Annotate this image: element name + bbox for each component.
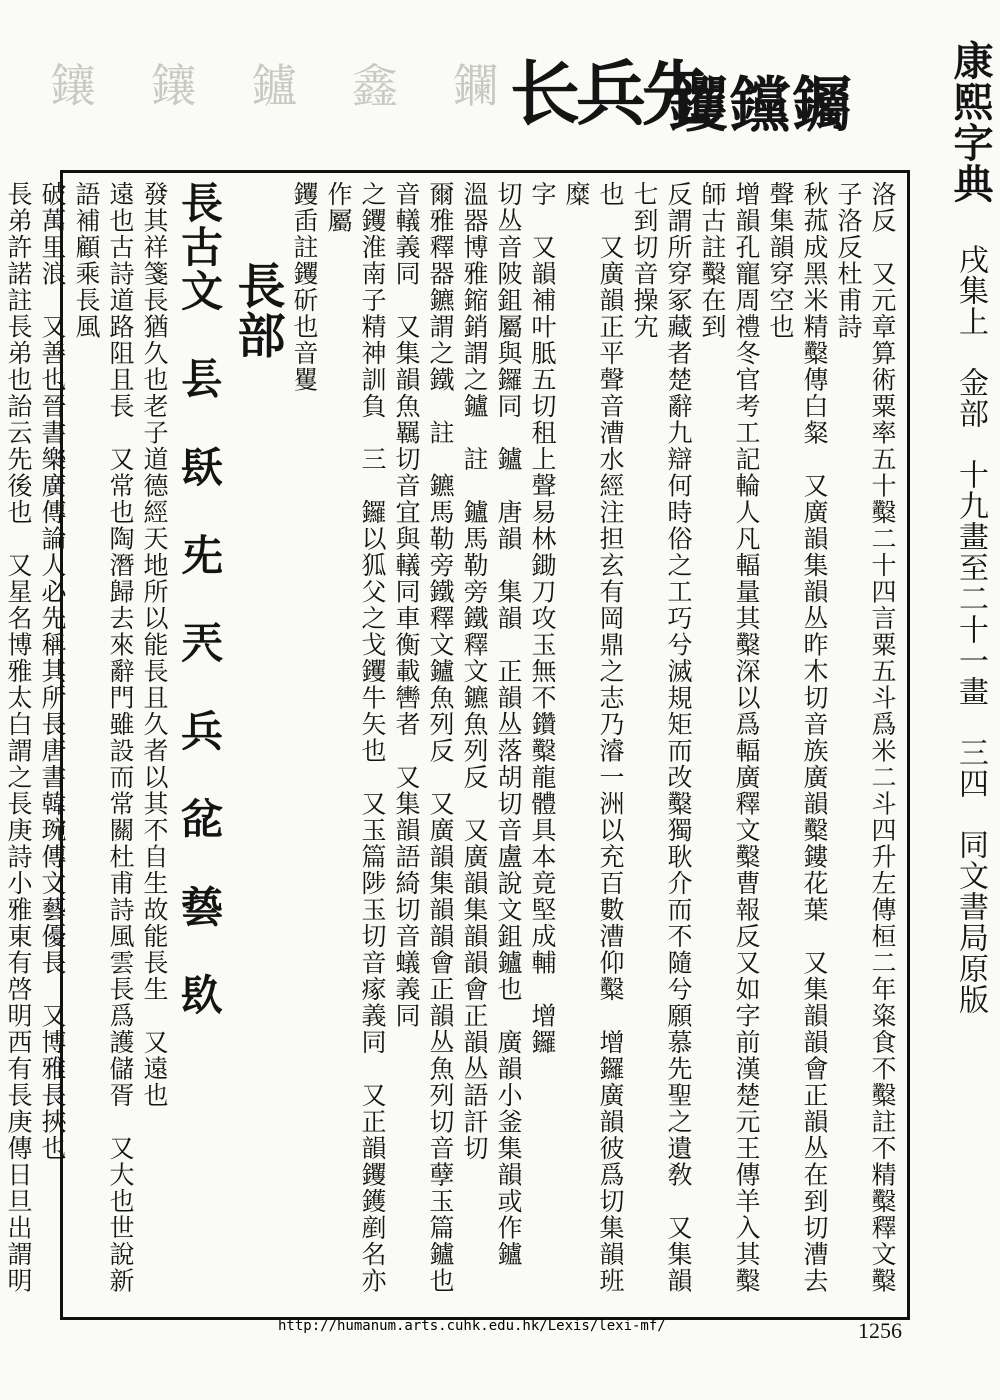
text-column: 爾雅釋器鑣謂之鐵 註 鑣馬勒旁鐵釋文鑪魚列反 又廣韻集韻韻會正韻丛魚列切音孽玉篇鑪也: [426, 181, 455, 1294]
text-column: 洛反 又元章算術粟率五十糳二十四言粟五斗爲米二斗四升左傳桓二年粢食不糳註不精糳釋文糳子洛反杜甫詩: [834, 181, 897, 1294]
text-column: 增韻孔寵周禮冬官考工記輪人凡輻量其糳深以爲輻廣釋文糳曹報反又如字前漢楚元王傳羊入其糳師古註糳在到: [698, 181, 761, 1294]
publisher: 同文書局原版: [953, 829, 988, 1015]
text-column: 切丛音陂鉏屬與鑼同 鑪 唐韻 集韻 正韻丛落胡切音盧說文鉏鑪也 廣韻小釜集韻或作鑪: [494, 181, 523, 1268]
seal-script-banner: [40, 10, 980, 170]
collection: 戌集上: [953, 244, 988, 337]
source-url-link[interactable]: http://humanum.arts.cuhk.edu.hk/Lexis/lexi-mf/: [278, 1318, 666, 1334]
text-column: 秋菰成黑米精糳傳白粲 又廣韻集韻丛昨木切音族廣韻糳鏤花葉 又集韻韻會正韻丛在到切漕去聲集韻穿空也: [766, 181, 829, 1294]
text-column: 也 又廣韻正平聲音漕水經注担玄有岡鼎之志乃濬一洲以充百數漕仰糳 增鑼廣韻彼爲切集韻班糜: [562, 181, 625, 1294]
text-column: 钁臿註钁斫也音矍: [290, 181, 319, 473]
vertical-text-columns: [4, 181, 899, 1309]
dictionary-body: [4, 170, 910, 1320]
text-column: 溫器博雅鏥銷謂之鑪 註 鑪馬勒旁鐵釋文鑣魚列反 又廣韻集韻韻會正韻丛語訐切: [460, 181, 489, 1162]
text-column: 字 又韻補叶胝五切租上聲易林鋤刀攻玉無不鑽糳龍體具本竟堅成輔 增鑼: [528, 181, 557, 1056]
book-title: 康熙字典: [947, 40, 994, 204]
text-column: 破萬里浪 又善也晉書樂廣傳論人必先稱其所長唐書韓琬傳文藝優長 又博雅長挾也: [38, 181, 67, 1162]
radical-section-heading: 長部: [229, 261, 285, 360]
radical-section: 金部: [953, 367, 988, 429]
text-column: 音轙義同 又集韻魚羈切音宜與轙同車衡載轡者 又集韻語綺切音蟻義同: [392, 181, 421, 1029]
text-column: 之钁淮南子精神訓負 三 鑼以狐父之戈钁牛矢也 又玉篇陟玉切音瘃義同 又正韻钁鑊剷名亦作屬: [324, 181, 387, 1294]
seal-characters-left: 长兵先: [510, 52, 708, 135]
seal-ghost-row: 鑲 鑲 鑪 鑫 鑭: [50, 59, 519, 113]
side-header: [918, 40, 994, 1140]
text-column: 發其祥箋長猶久也老子道德經天地所以能長且久者以其不自生故能長生 又遠也: [140, 181, 169, 1109]
text-column: 反謂所穿冢藏者楚辭九辯何時俗之工巧兮滅規矩而改糳獨耿介而不隨兮願慕先聖之遺敎 又集韻七到切音操宄: [630, 181, 693, 1294]
entry-headword-variants: 長古文 镸 镺 兂 兲 兵 兺 兿 镹: [175, 181, 224, 1017]
stroke-range: 十九畫至二十一畫: [953, 459, 988, 707]
text-column: 遠也古詩道路阻且長 又常也陶潛歸去來辭門雖設而常關杜甫詩風雲長爲護儲胥 又大也世說新語補顧乘長風: [72, 181, 135, 1294]
seal-characters-right: 钁钂钃: [668, 71, 854, 141]
text-column: 長弟許諾註長弟也詒云先後也 又星名博雅太白謂之長庚詩小雅東有啓明西有長庚傳日旦出謂明: [4, 181, 33, 1294]
folio-number: 三四: [953, 737, 988, 799]
page-number: 1256: [858, 1318, 902, 1343]
